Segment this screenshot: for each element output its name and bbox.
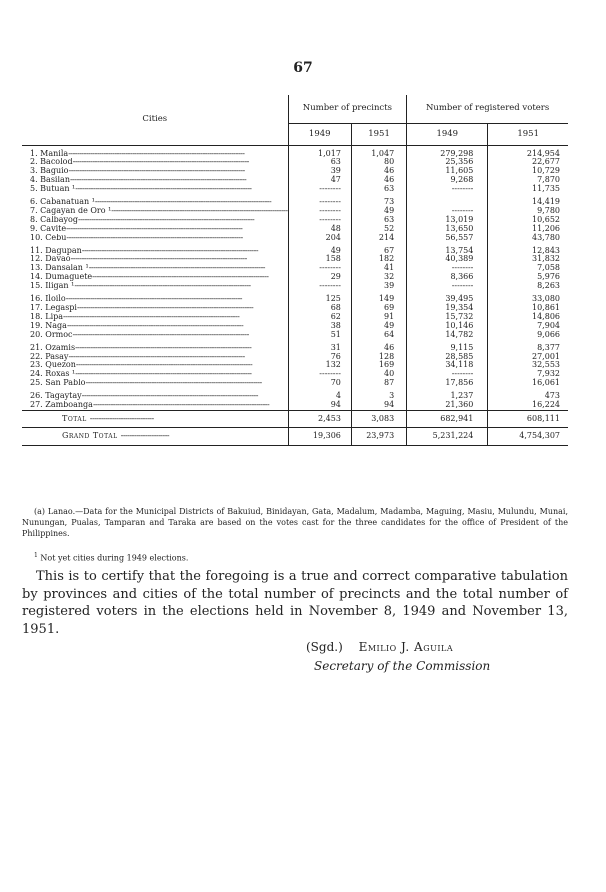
voters-1949: 11,605 xyxy=(407,167,488,176)
city-label: 5. Butuan ¹ xyxy=(30,185,76,194)
page-number: 67 xyxy=(293,60,313,76)
precincts-1951: 91 xyxy=(351,313,406,322)
precincts-1949: 204 xyxy=(288,234,351,243)
total-label: Total ----------------------------- xyxy=(22,410,288,427)
dot-leader: -------------------------------------------------------------------------------- xyxy=(65,294,242,304)
voters-1949: 279,298 xyxy=(407,145,488,158)
city-label: 27. Zamboanga xyxy=(30,401,93,410)
voters-1949: 8,366 xyxy=(407,273,488,282)
table-row xyxy=(22,379,568,388)
voters-1949: 1,237 xyxy=(407,388,488,401)
voters-1951: 32,553 xyxy=(488,361,568,370)
table-row xyxy=(22,331,568,340)
table-row xyxy=(22,167,568,176)
city-name xyxy=(22,322,288,331)
precincts-1949: -------- xyxy=(288,264,351,273)
precincts-1951: 52 xyxy=(351,225,406,234)
precincts-1951: 149 xyxy=(351,291,406,304)
precincts-1951: 41 xyxy=(351,264,406,273)
dot-leader: -------------------------------------------------------------------------------- xyxy=(66,224,243,233)
city-label: 3. Baguio xyxy=(30,167,69,176)
precincts-1949: 132 xyxy=(288,361,351,370)
grand-total-precincts-1949: 19,306 xyxy=(288,427,351,445)
voters-1951: 10,861 xyxy=(488,304,568,313)
voters-1949: -------- xyxy=(407,207,488,216)
grand-total-precincts-1951: 23,973 xyxy=(351,427,406,445)
header-registered-voters: Number of registered voters xyxy=(407,95,568,123)
table-row xyxy=(22,234,568,243)
precincts-1949: 47 xyxy=(288,176,351,185)
city-name xyxy=(22,340,288,353)
dot-leader: -------------------------------------------------------------------------------- xyxy=(68,167,245,176)
dot-leader: -------------------------------------------------------------------------------- xyxy=(75,370,252,379)
precincts-1951: 49 xyxy=(351,322,406,331)
voters-1951: 16,224 xyxy=(488,401,568,410)
precincts-1951: 1,047 xyxy=(351,145,406,158)
voters-1949: 34,118 xyxy=(407,361,488,370)
city-name xyxy=(22,370,288,379)
precincts-1949: -------- xyxy=(288,282,351,291)
dot-leader: -------------------------------------------------------------------------------- xyxy=(111,206,288,215)
header-year-voters-1949: 1949 xyxy=(407,123,488,145)
city-name xyxy=(22,273,288,282)
voters-1949: 13,019 xyxy=(407,216,488,225)
voters-1951: 11,206 xyxy=(488,225,568,234)
footnote-a: (a) Lanao.—Data for the Municipal Districts of Bakuiud, Binidayan, Gata, Madalum, Madamba, Maguing, Masiu, Mulundu, Munai, Nunungan, Pualas, Tamparan and Taraka are based on the votes cast for the three candidates for the office of President of the Philippines. xyxy=(22,507,568,538)
city-name xyxy=(22,194,288,207)
city-label: 18. Lipa xyxy=(30,312,64,321)
voters-1949: 15,732 xyxy=(407,313,488,322)
precincts-1949: 38 xyxy=(288,322,351,331)
city-label: 11. Dagupan xyxy=(30,245,82,255)
city-name xyxy=(22,176,288,185)
voters-1949: 25,356 xyxy=(407,158,488,167)
city-name xyxy=(22,291,288,304)
voters-1949: 13,754 xyxy=(407,243,488,256)
table-row xyxy=(22,322,568,331)
voters-1951: 7,904 xyxy=(488,322,568,331)
header-cities: Cities xyxy=(22,95,288,145)
voters-1951: 16,061 xyxy=(488,379,568,388)
precincts-1951: 49 xyxy=(351,207,406,216)
precincts-1949: -------- xyxy=(288,370,351,379)
precincts-1951: 73 xyxy=(351,194,406,207)
city-label: 20. Ormoc xyxy=(30,330,73,339)
header-year-voters-1951: 1951 xyxy=(488,123,568,145)
voters-1951: 12,843 xyxy=(488,243,568,256)
signature-block xyxy=(306,638,490,676)
grand-total-label: Grand Total ---------------------- xyxy=(22,427,288,445)
city-label: 1. Manila xyxy=(30,148,69,158)
voters-1949: -------- xyxy=(407,264,488,273)
city-label: 7. Cagayan de Oro ¹ xyxy=(30,206,112,215)
city-label: 16. Iloilo xyxy=(30,294,66,304)
table-row xyxy=(22,388,568,401)
city-name xyxy=(22,243,288,256)
precincts-1951: 214 xyxy=(351,234,406,243)
city-label: 4. Basilan xyxy=(30,176,70,185)
dot-leader: -------------------------------------------------------------------------------- xyxy=(72,330,249,339)
voters-1951: 7,932 xyxy=(488,370,568,379)
city-name xyxy=(22,167,288,176)
precincts-1949: 62 xyxy=(288,313,351,322)
table-row xyxy=(22,145,568,158)
city-label: 15. Iligan ¹ xyxy=(30,282,75,291)
precincts-1949: 158 xyxy=(288,255,351,264)
table-row xyxy=(22,313,568,322)
precincts-voters-table xyxy=(22,95,568,446)
voters-1949: 21,360 xyxy=(407,401,488,410)
city-name xyxy=(22,401,288,410)
city-name xyxy=(22,185,288,194)
voters-1949: -------- xyxy=(407,370,488,379)
footnote-1-text: Not yet cities during 1949 elections. xyxy=(37,553,189,563)
precincts-1951: 46 xyxy=(351,340,406,353)
city-label: 12. Davao xyxy=(30,255,71,264)
precincts-1951: 32 xyxy=(351,273,406,282)
voters-1949: -------- xyxy=(407,185,488,194)
city-label: 9. Cavite xyxy=(30,224,67,233)
table-row xyxy=(22,282,568,291)
dot-leader: -------------------------------------------------------------------------------- xyxy=(75,361,253,370)
total-precincts-1949: 2,453 xyxy=(288,410,351,427)
city-label: 2. Bacolod xyxy=(30,158,73,167)
precincts-1949: 48 xyxy=(288,225,351,234)
precincts-1951: 182 xyxy=(351,255,406,264)
city-label: 21. Ozamis xyxy=(30,342,76,352)
voters-1949: 28,585 xyxy=(407,353,488,362)
table-row xyxy=(22,361,568,370)
voters-1951: 10,729 xyxy=(488,167,568,176)
city-name xyxy=(22,388,288,401)
dot-leader: -------------------------------------------------------------------------------- xyxy=(77,215,255,224)
table-body xyxy=(22,145,568,445)
precincts-1951: 87 xyxy=(351,379,406,388)
precincts-1951: 3 xyxy=(351,388,406,401)
precincts-1949: -------- xyxy=(288,194,351,207)
precincts-1951: 94 xyxy=(351,401,406,410)
city-label: 24. Roxas ¹ xyxy=(30,370,76,379)
header-precincts: Number of precincts xyxy=(288,95,407,123)
voters-1949: 14,782 xyxy=(407,331,488,340)
voters-1949: 39,495 xyxy=(407,291,488,304)
dot-leader: -------------------------------------------------------------------------------- xyxy=(92,273,269,282)
voters-1951: 8,263 xyxy=(488,282,568,291)
voters-1951: 14,419 xyxy=(488,194,568,207)
precincts-1951: 169 xyxy=(351,361,406,370)
voters-1951: 9,780 xyxy=(488,207,568,216)
city-name xyxy=(22,158,288,167)
precincts-1949: 29 xyxy=(288,273,351,282)
dot-leader: -------------------------------------------------------------------------------- xyxy=(66,321,244,330)
city-name xyxy=(22,264,288,273)
signatory-name: Emilio J. Aguila xyxy=(358,640,454,654)
city-name xyxy=(22,331,288,340)
precincts-1951: 46 xyxy=(351,167,406,176)
city-label: 6. Cabanatuan ¹ xyxy=(30,197,95,207)
city-label: 13. Dansalan ¹ xyxy=(30,264,89,273)
voters-1949 xyxy=(407,194,488,207)
table-row xyxy=(22,304,568,313)
dot-leader: -------------------------------------------------------------------------------- xyxy=(75,342,252,352)
voters-1949: -------- xyxy=(407,282,488,291)
city-label: 8. Calbayog xyxy=(30,215,78,224)
city-name xyxy=(22,379,288,388)
precincts-1951: 63 xyxy=(351,185,406,194)
total-row xyxy=(22,410,568,427)
voters-1951: 11,735 xyxy=(488,185,568,194)
precincts-1949: -------- xyxy=(288,207,351,216)
table-row xyxy=(22,194,568,207)
voters-1951: 33,080 xyxy=(488,291,568,304)
dot-leader: -------------------------------------------------------------------------------- xyxy=(81,245,259,255)
precincts-1949: -------- xyxy=(288,185,351,194)
voters-1951: 10,652 xyxy=(488,216,568,225)
voters-1951: 5,976 xyxy=(488,273,568,282)
dot-leader: -------------------------------------------------------------------------------- xyxy=(66,233,243,242)
dot-leader: -------------------------------------------------------------------------------- xyxy=(68,352,245,361)
precincts-1949: 39 xyxy=(288,167,351,176)
dot-leader: -------------------------------------------------------------------------------- xyxy=(63,312,240,321)
table-row xyxy=(22,340,568,353)
dot-leader: -------------------------------------------------------------------------------- xyxy=(81,391,258,401)
precincts-1951: 67 xyxy=(351,243,406,256)
table-row xyxy=(22,401,568,410)
city-label: 14. Dumaguete xyxy=(30,273,93,282)
voters-1951: 27,001 xyxy=(488,353,568,362)
precincts-1949: 31 xyxy=(288,340,351,353)
precincts-1949: 125 xyxy=(288,291,351,304)
precincts-1951: 128 xyxy=(351,353,406,362)
city-label: 19. Naga xyxy=(30,321,67,330)
precincts-1951: 64 xyxy=(351,331,406,340)
city-name xyxy=(22,313,288,322)
voters-1951: 22,677 xyxy=(488,158,568,167)
precincts-1951: 46 xyxy=(351,176,406,185)
precincts-1949: 49 xyxy=(288,243,351,256)
city-name xyxy=(22,353,288,362)
table-row xyxy=(22,207,568,216)
city-label: 23. Quezon xyxy=(30,361,76,370)
city-name xyxy=(22,234,288,243)
dot-leader: -------------------------------------------------------------------------------- xyxy=(88,264,265,273)
voters-1951: 7,870 xyxy=(488,176,568,185)
city-name xyxy=(22,145,288,158)
city-label: 10. Cebu xyxy=(30,233,67,242)
table-row xyxy=(22,216,568,225)
total-voters-1951: 608,111 xyxy=(488,410,568,427)
dot-leader: -------------------------------------------------------------------------------- xyxy=(69,176,247,185)
city-name xyxy=(22,255,288,264)
voters-1951: 473 xyxy=(488,388,568,401)
table-row xyxy=(22,158,568,167)
grand-total-voters-1949: 5,231,224 xyxy=(407,427,488,445)
voters-1949: 19,354 xyxy=(407,304,488,313)
signatory-title: Secretary of the Commission xyxy=(314,659,491,673)
precincts-1949: 1,017 xyxy=(288,145,351,158)
header-year-precincts-1951: 1951 xyxy=(351,123,406,145)
voters-1951: 7,058 xyxy=(488,264,568,273)
voters-1949: 10,146 xyxy=(407,322,488,331)
voters-1951: 214,954 xyxy=(488,145,568,158)
dot-leader: -------------------------------------------------------------------------------- xyxy=(92,401,270,410)
voters-1949: 13,650 xyxy=(407,225,488,234)
city-label: 17. Legaspi xyxy=(30,304,77,312)
table-row xyxy=(22,176,568,185)
voters-1951: 14,806 xyxy=(488,313,568,322)
precincts-1949: 94 xyxy=(288,401,351,410)
city-name xyxy=(22,216,288,225)
dot-leader: -------------------------------------------------------------------------------- xyxy=(70,255,247,264)
signed-marker: (Sgd.) xyxy=(306,640,343,654)
voters-1951: 9,066 xyxy=(488,331,568,340)
precincts-1949: -------- xyxy=(288,216,351,225)
total-voters-1949: 682,941 xyxy=(407,410,488,427)
precincts-1949: 70 xyxy=(288,379,351,388)
voters-1949: 17,856 xyxy=(407,379,488,388)
city-label: 25. San Pablo xyxy=(30,379,86,388)
voters-1951: 43,780 xyxy=(488,234,568,243)
voters-1949: 9,268 xyxy=(407,176,488,185)
precincts-1951: 39 xyxy=(351,282,406,291)
city-name xyxy=(22,225,288,234)
dot-leader: -------------------------------------------------------------------------------- xyxy=(85,379,262,388)
table-row xyxy=(22,291,568,304)
footnote-1 xyxy=(22,550,568,564)
city-label: 22. Pasay xyxy=(30,352,69,361)
precincts-1951: 63 xyxy=(351,216,406,225)
table-row xyxy=(22,243,568,256)
precincts-1949: 68 xyxy=(288,304,351,313)
voters-1949: 40,389 xyxy=(407,255,488,264)
voters-1949: 9,115 xyxy=(407,340,488,353)
voters-1951: 8,377 xyxy=(488,340,568,353)
certification-text: This is to certify that the foregoing is a true and correct comparative tabulation by provinces and cities of the total number of precincts and the total number of registered voters in the elections held in November 8, 1949 and November 13, 1951. xyxy=(22,569,568,637)
dot-leader: -------------------------------------------------------------------------------- xyxy=(68,148,245,158)
voters-1949: 56,557 xyxy=(407,234,488,243)
city-name xyxy=(22,361,288,370)
dot-leader: -------------------------------------------------------------------------------- xyxy=(72,158,249,167)
dot-leader: -------------------------------------------------------------------------------- xyxy=(77,304,254,312)
precincts-1949: 4 xyxy=(288,388,351,401)
dot-leader: -------------------------------------------------------------------------------- xyxy=(74,282,251,291)
grand-total-row xyxy=(22,427,568,445)
city-name xyxy=(22,304,288,313)
precincts-1951: 69 xyxy=(351,304,406,313)
total-precincts-1951: 3,083 xyxy=(351,410,406,427)
precincts-1949: 63 xyxy=(288,158,351,167)
voters-1951: 31,832 xyxy=(488,255,568,264)
precincts-1949: 51 xyxy=(288,331,351,340)
precincts-1951: 80 xyxy=(351,158,406,167)
table-row xyxy=(22,370,568,379)
table-row xyxy=(22,225,568,234)
table-row xyxy=(22,264,568,273)
city-name xyxy=(22,282,288,291)
dot-leader: -------------------------------------------------------------------------------- xyxy=(75,185,252,194)
header-year-precincts-1949: 1949 xyxy=(288,123,351,145)
table-row xyxy=(22,353,568,362)
table-row xyxy=(22,273,568,282)
table-row xyxy=(22,185,568,194)
footnote-1-marker: 1 xyxy=(34,552,38,559)
table-row xyxy=(22,255,568,264)
grand-total-voters-1951: 4,754,307 xyxy=(488,427,568,445)
city-name xyxy=(22,207,288,216)
city-label: 26. Tagaytay xyxy=(30,391,82,401)
dot-leader: -------------------------------------------------------------------------------- xyxy=(94,197,272,207)
precincts-1951: 40 xyxy=(351,370,406,379)
precincts-1949: 76 xyxy=(288,353,351,362)
